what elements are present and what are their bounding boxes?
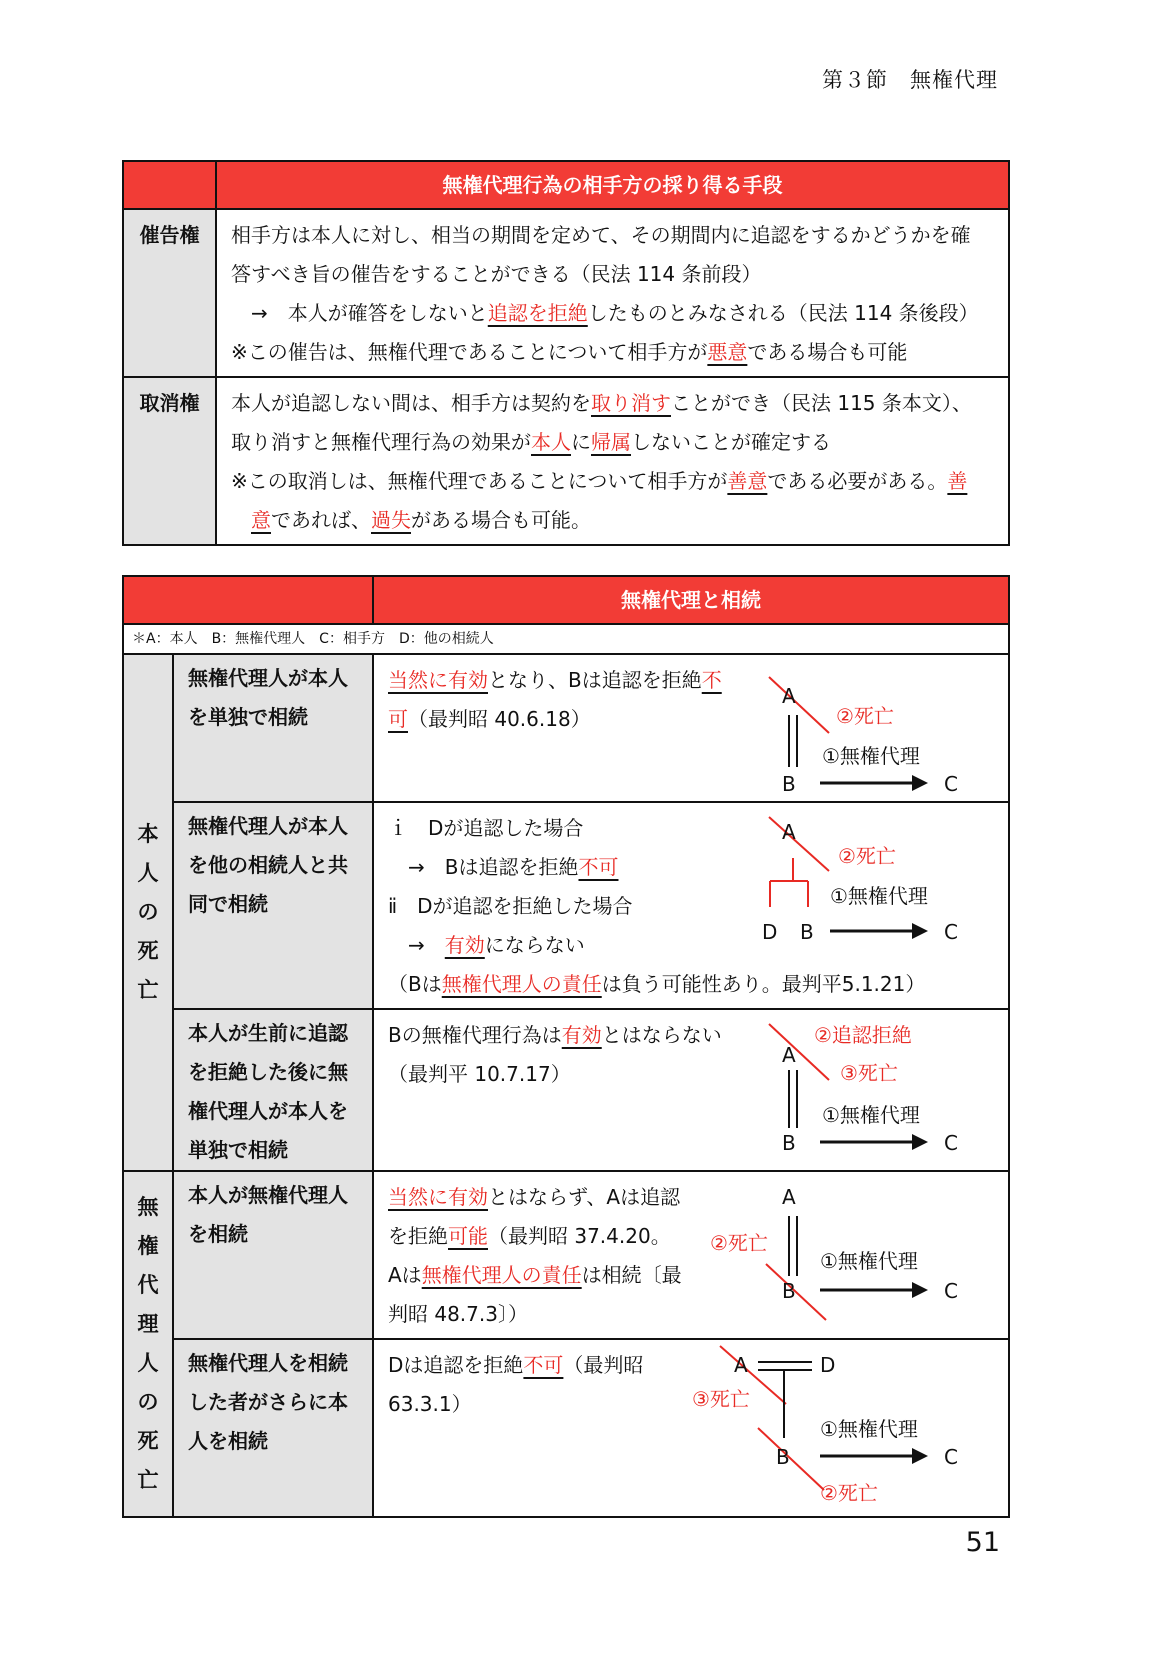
node-c: C: [944, 1279, 958, 1303]
event-rejection: ②追認拒絶: [814, 1023, 912, 1047]
node-b: B: [782, 772, 796, 796]
node-b: B: [800, 920, 814, 944]
case-content: Bの無権代理行為は有効とはならない （最判平 10.7.17） A ②追認拒絶 ③死亡 ①無権代理 B C: [373, 1009, 1009, 1171]
text-line: ※この催告は、無権代理であることについて相手方が悪意である場合も可能: [231, 340, 908, 364]
node-a: A: [782, 820, 796, 844]
event-agency: ①無権代理: [820, 1249, 918, 1273]
event-death: ②死亡: [820, 1481, 878, 1505]
group-agent-death: 無権代理人の死亡: [123, 1171, 173, 1517]
node-a: A: [734, 1353, 748, 1377]
case-content: ｉ Dが追認した場合 → Bは追認を拒絶不可 ⅱ Dが追認を拒絶した場合 → 有効にならない （Bは無権代理人の責任は負う可能性あり。最判平5.1.21） A ②死亡 ①無権代理 D B C: [373, 802, 1009, 1009]
node-a: A: [782, 1043, 796, 1067]
case-content: Dは追認を拒絶不可（最判昭 63.3.1） A D ③死亡 ①無権代理 B C ②死亡: [373, 1339, 1009, 1517]
table-row: [123, 377, 1009, 545]
node-a: A: [782, 684, 796, 708]
event-death: ②死亡: [710, 1231, 768, 1255]
node-a: A: [782, 1185, 796, 1209]
case-label: 無権代理人が本人を他の相続人と共同で相続: [173, 802, 373, 1009]
event-death: ②死亡: [838, 844, 896, 868]
table-row: [123, 654, 1009, 802]
row-label-demand: 催告権: [123, 209, 216, 377]
text-line: 答すべき旨の催告をすることができる（民法 114 条前段）: [231, 262, 762, 286]
node-d: D: [820, 1353, 836, 1377]
table-row: [123, 1171, 1009, 1339]
node-c: C: [944, 1131, 958, 1155]
case-label: 本人が無権代理人を相続: [173, 1171, 373, 1339]
node-c: C: [944, 1445, 958, 1469]
table-unauthorized-agency-inheritance: [122, 575, 1010, 1518]
event-agency: ①無権代理: [822, 744, 920, 768]
table-row: [123, 1009, 1009, 1171]
event-death: ③死亡: [840, 1061, 898, 1085]
group-principal-death: 本人の死亡: [123, 654, 173, 1171]
row-label-rescission: 取消権: [123, 377, 216, 545]
table-row: [123, 1339, 1009, 1517]
table-row: [123, 209, 1009, 377]
text-line: ※この取消しは、無権代理であることについて相手方が善意である必要がある。善: [231, 469, 968, 493]
case-content: 当然に有効となり、Bは追認を拒絶不 可（最判昭 40.6.18） A ②死亡 ①無権代理 B C: [373, 654, 1009, 802]
table2-corner: [123, 576, 373, 624]
text-line: 取り消すと無権代理行為の効果が本人に帰属しないことが確定する: [231, 430, 831, 454]
legend-note: ＊A：本人 B：無権代理人 C：相手方 D：他の相続人: [123, 624, 1009, 654]
case-content: 当然に有効とはならず、Aは追認 を拒絶可能（最判昭 37.4.20。 Aは無権代理人の責任は相続〔最 判昭 48.7.3〕） A ②死亡 ①無権代理 B C: [373, 1171, 1009, 1339]
node-d: D: [762, 920, 778, 944]
row-content-demand: [216, 209, 1009, 377]
case-label: 無権代理人が本人を単独で相続: [173, 654, 373, 802]
text-line: 本人が追認しない間は、相手方は契約を取り消すことができ（民法 115 条本文）、: [231, 391, 972, 415]
case-label: 無権代理人を相続した者がさらに本人を相続: [173, 1339, 373, 1517]
event-death: ③死亡: [692, 1387, 750, 1411]
node-c: C: [944, 920, 958, 944]
event-death: ②死亡: [836, 704, 894, 728]
table1-corner: [123, 161, 216, 209]
text-line: 意であれば、過失がある場合も可能。: [251, 508, 591, 532]
node-b: B: [776, 1445, 790, 1469]
node-b: B: [782, 1279, 796, 1303]
row-content-rescission: [216, 377, 1009, 545]
table-row: [123, 802, 1009, 1009]
text-line: 相手方は本人に対し、相当の期間を定めて、その期間内に追認をするかどうかを確: [231, 223, 971, 247]
chapter-header: 第３節 無権代理: [822, 68, 998, 92]
text-line: → 本人が確答をしないと追認を拒絶したものとみなされる（民法 114 条後段）: [231, 301, 979, 325]
event-agency: ①無権代理: [830, 884, 928, 908]
event-agency: ①無権代理: [822, 1103, 920, 1127]
table-counterparty-remedies: [122, 160, 1010, 546]
node-b: B: [782, 1131, 796, 1155]
page-number: 51: [965, 1527, 1000, 1558]
case-label: 本人が生前に追認を拒絶した後に無権代理人が本人を単独で相続: [173, 1009, 373, 1171]
table2-title: 無権代理と相続: [373, 576, 1009, 624]
event-agency: ①無権代理: [820, 1417, 918, 1441]
node-c: C: [944, 772, 958, 796]
table1-title: 無権代理行為の相手方の採り得る手段: [216, 161, 1009, 209]
